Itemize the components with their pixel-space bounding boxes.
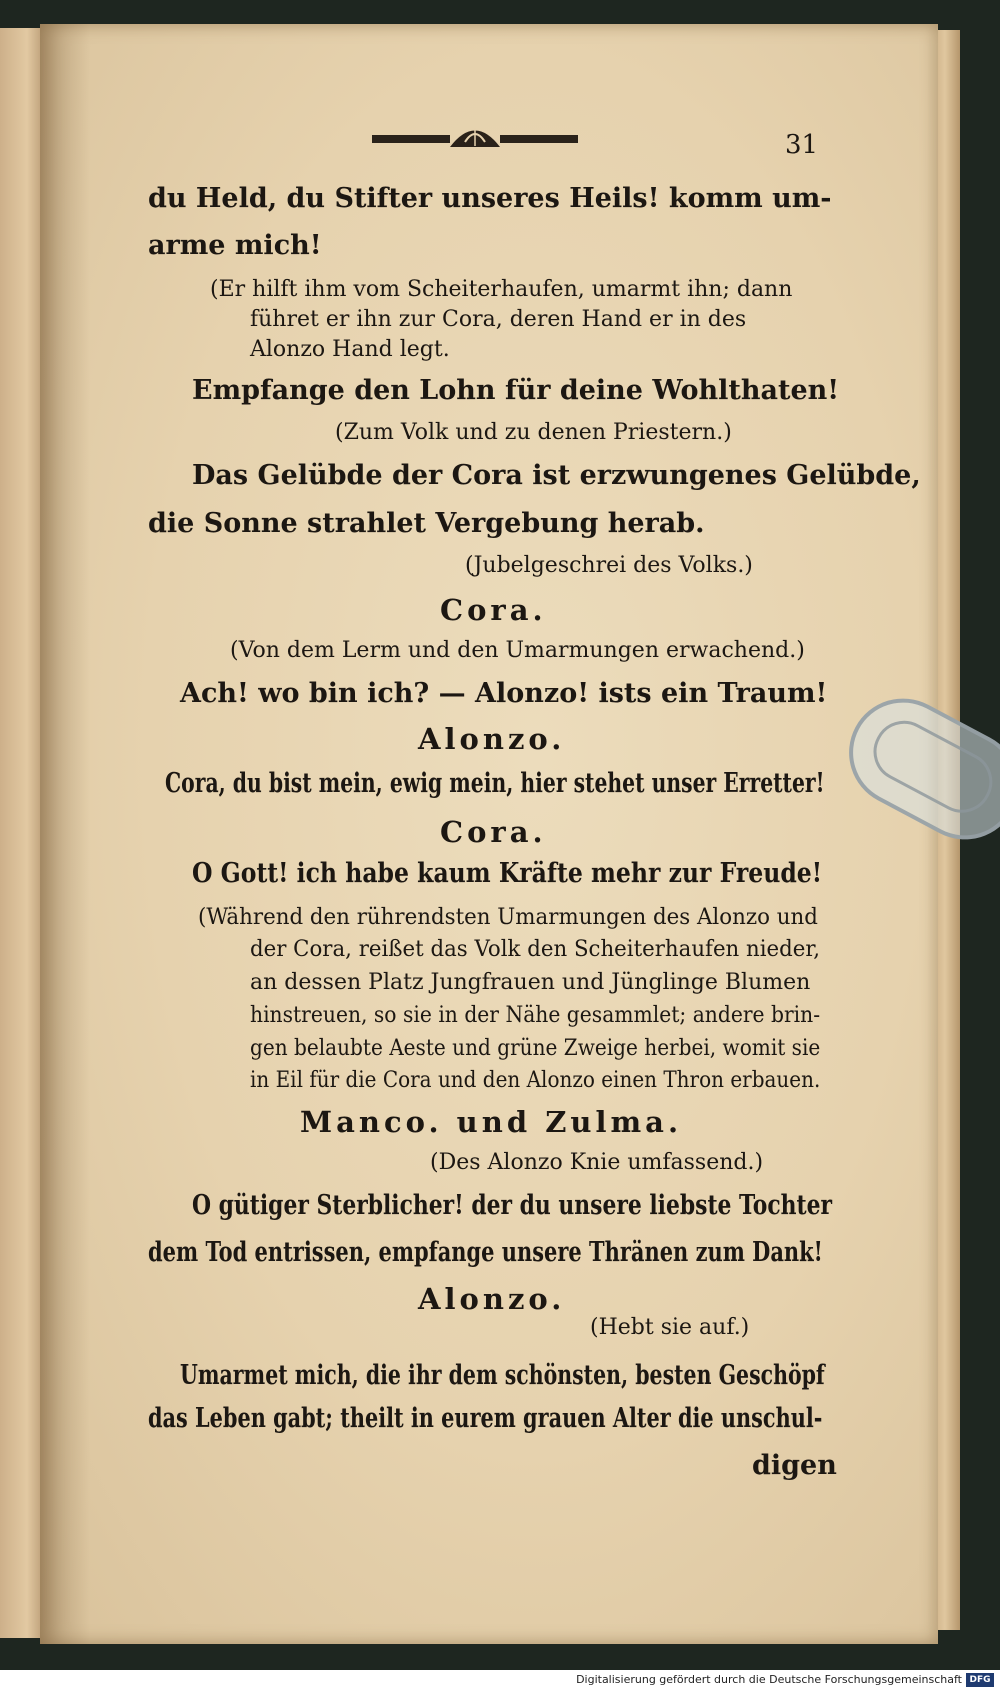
- speaker-name: Manco. und Zulma.: [300, 1105, 683, 1139]
- stage-direction: (Hebt sie auf.): [590, 1315, 750, 1340]
- stage-direction: (Von dem Lerm und den Umarmungen erwachend.): [230, 638, 805, 663]
- speaker-name: Cora.: [440, 593, 547, 627]
- text-line: arme mich!: [148, 230, 322, 261]
- stage-direction: (Zum Volk und zu denen Priestern.): [335, 420, 732, 445]
- stage-direction: (Während den rührendsten Umarmungen des Alonzo und: [198, 905, 818, 930]
- text-line: Ach! wo bin ich? — Alonzo! ists ein Traum!: [180, 678, 828, 709]
- gutter-shadow: [40, 24, 90, 1644]
- stage-direction: führet er ihn zur Cora, deren Hand er in des: [250, 307, 747, 332]
- stage-direction: gen belaubte Aeste und grüne Zweige herbei, womit sie: [250, 1036, 821, 1061]
- funding-credit: Digitalisierung gefördert durch die Deutsche Forschungsgemeinschaft: [576, 1673, 962, 1686]
- text-line: Empfange den Lohn für deine Wohlthaten!: [192, 375, 840, 406]
- stage-direction: (Er hilft ihm vom Scheiterhaufen, umarmt ihn; dann: [210, 277, 793, 302]
- digitization-footer: [0, 1670, 1000, 1691]
- left-page-edge: [0, 28, 45, 1638]
- catchword: digen: [752, 1450, 837, 1481]
- text-line: Cora, du bist mein, ewig mein, hier stehet unser Erretter!: [165, 768, 825, 799]
- text-line: du Held, du Stifter unseres Heils! komm um-: [148, 183, 832, 214]
- stage-direction: an dessen Platz Jungfrauen und Jünglinge Blumen: [250, 970, 811, 995]
- text-line: Umarmet mich, die ihr dem schönsten, besten Geschöpf: [180, 1360, 825, 1391]
- text-line: die Sonne strahlet Vergebung herab.: [148, 508, 705, 539]
- text-line: O gütiger Sterblicher! der du unsere liebste Tochter: [192, 1190, 833, 1221]
- page-number: 31: [785, 130, 819, 160]
- stage-direction: (Des Alonzo Knie umfassend.): [430, 1150, 764, 1175]
- text-line: Das Gelübde der Cora ist erzwungenes Gelübde,: [192, 460, 921, 491]
- page-ornament: [370, 120, 580, 160]
- stage-direction: hinstreuen, so sie in der Nähe gesammlet; andere brin-: [250, 1003, 821, 1028]
- speaker-name: Alonzo.: [418, 722, 566, 756]
- stage-direction: der Cora, reißet das Volk den Scheiterhaufen nieder,: [250, 937, 821, 962]
- stage-direction: Alonzo Hand legt.: [250, 337, 450, 362]
- text-line: O Gott! ich habe kaum Kräfte mehr zur Freude!: [192, 858, 823, 889]
- stage-direction: (Jubelgeschrei des Volks.): [465, 553, 753, 578]
- speaker-name: Cora.: [440, 815, 547, 849]
- text-line: das Leben gabt; theilt in eurem grauen Alter die unschul-: [148, 1403, 823, 1434]
- text-line: dem Tod entrissen, empfange unsere Thränen zum Dank!: [148, 1237, 823, 1268]
- dfg-logo-icon: DFG: [966, 1673, 994, 1687]
- speaker-name: Alonzo.: [418, 1282, 566, 1316]
- stage-direction: in Eil für die Cora und den Alonzo einen Thron erbauen.: [250, 1068, 821, 1093]
